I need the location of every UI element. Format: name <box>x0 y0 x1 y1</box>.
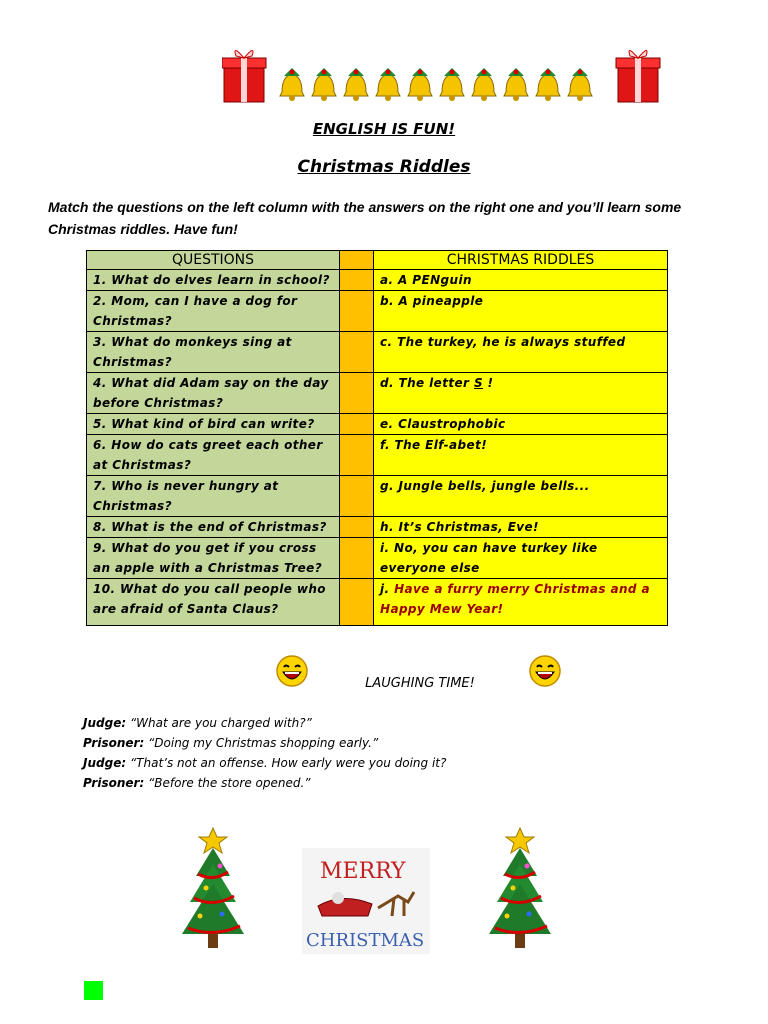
laughing-smiley-icon <box>275 654 309 688</box>
match-cell[interactable] <box>340 373 374 414</box>
question-cell: 8. What is the end of Christmas? <box>87 517 340 538</box>
answer-cell: b. A pineapple <box>374 291 668 332</box>
table-row <box>87 579 668 626</box>
card-text-merry: MERRY <box>320 859 406 884</box>
christmas-tree-icon <box>485 826 555 950</box>
table-header-row <box>87 251 668 270</box>
speaker-label: Judge: <box>83 716 127 730</box>
match-cell[interactable] <box>340 476 374 517</box>
question-cell: 1. What do elves learn in school? <box>87 270 340 291</box>
question-cell: 9. What do you get if you cross an apple with a Christmas Tree? <box>87 538 340 579</box>
answer-cell <box>374 373 668 414</box>
answer-cell: a. A PENguin <box>374 270 668 291</box>
table-row <box>87 291 668 332</box>
answer-cell: g. Jungle bells, jungle bells... <box>374 476 668 517</box>
laughing-time-title: LAUGHING TIME! <box>365 676 475 691</box>
gift-box-icon <box>616 50 660 102</box>
header-answers: CHRISTMAS RIDDLES <box>374 251 668 270</box>
christmas-tree-icon <box>178 826 248 950</box>
dialogue <box>83 713 683 793</box>
answer-cell: h. It’s Christmas, Eve! <box>374 517 668 538</box>
merry-christmas-card <box>302 848 430 954</box>
table-row <box>87 414 668 435</box>
page-subtitle: Christmas Riddles <box>297 157 471 177</box>
match-cell[interactable] <box>340 579 374 626</box>
header-questions: QUESTIONS <box>87 251 340 270</box>
instructions-text: Match the questions on the left column with the answers on the right one and you’ll learn some Christmas riddles. Have fun! <box>48 199 682 237</box>
table-row <box>87 270 668 291</box>
dialogue-line <box>83 773 683 793</box>
answer-letter: S <box>473 376 483 390</box>
dialogue-line <box>83 733 683 753</box>
dialogue-text: “Doing my Christmas shopping early.” <box>144 736 379 750</box>
question-cell: 7. Who is never hungry at Christmas? <box>87 476 340 517</box>
answer-prefix: d. The letter <box>380 376 474 390</box>
table-row <box>87 373 668 414</box>
table-row <box>87 332 668 373</box>
dialogue-line <box>83 713 683 733</box>
question-cell: 4. What did Adam say on the day before Christmas? <box>87 373 340 414</box>
answer-cell <box>374 579 668 626</box>
dialogue-line <box>83 753 683 773</box>
match-cell[interactable] <box>340 517 374 538</box>
match-cell[interactable] <box>340 332 374 373</box>
match-cell[interactable] <box>340 414 374 435</box>
header-blank <box>340 251 374 270</box>
page-title: ENGLISH IS FUN! <box>312 120 456 138</box>
answer-cell: i. No, you can have turkey like everyone else <box>374 538 668 579</box>
question-cell: 10. What do you call people who are afraid of Santa Claus? <box>87 579 340 626</box>
speaker-label: Judge: <box>83 756 127 770</box>
match-cell[interactable] <box>340 435 374 476</box>
question-cell: 5. What kind of bird can write? <box>87 414 340 435</box>
table-row <box>87 538 668 579</box>
table-row <box>87 476 668 517</box>
question-cell: 2. Mom, can I have a dog for Christmas? <box>87 291 340 332</box>
answer-cell: f. The Elf-abet! <box>374 435 668 476</box>
decorative-top-border <box>222 42 662 106</box>
bell-icon <box>280 68 592 101</box>
answer-red-text: Have a furry merry Christmas and a Happy Mew Year! <box>380 582 650 616</box>
answer-cell: c. The turkey, he is always stuffed <box>374 332 668 373</box>
dialogue-text: “Before the store opened.” <box>144 776 311 790</box>
green-marker <box>84 981 103 1000</box>
answer-cell: e. Claustrophobic <box>374 414 668 435</box>
match-cell[interactable] <box>340 538 374 579</box>
question-cell: 6. How do cats greet each other at Christmas? <box>87 435 340 476</box>
dialogue-text: “That’s not an offense. How early were you doing it? <box>126 756 447 770</box>
card-text-christmas: CHRISTMAS <box>306 930 425 951</box>
question-cell: 3. What do monkeys sing at Christmas? <box>87 332 340 373</box>
table-row <box>87 517 668 538</box>
dialogue-text: “What are you charged with?” <box>126 716 312 730</box>
answer-suffix: ! <box>482 376 494 390</box>
speaker-label: Prisoner: <box>83 776 145 790</box>
laughing-smiley-icon <box>528 654 562 688</box>
match-cell[interactable] <box>340 270 374 291</box>
answer-prefix: j. <box>380 582 395 596</box>
riddles-table <box>86 250 668 626</box>
gift-box-icon <box>222 50 266 102</box>
table-row <box>87 435 668 476</box>
match-cell[interactable] <box>340 291 374 332</box>
speaker-label: Prisoner: <box>83 736 145 750</box>
